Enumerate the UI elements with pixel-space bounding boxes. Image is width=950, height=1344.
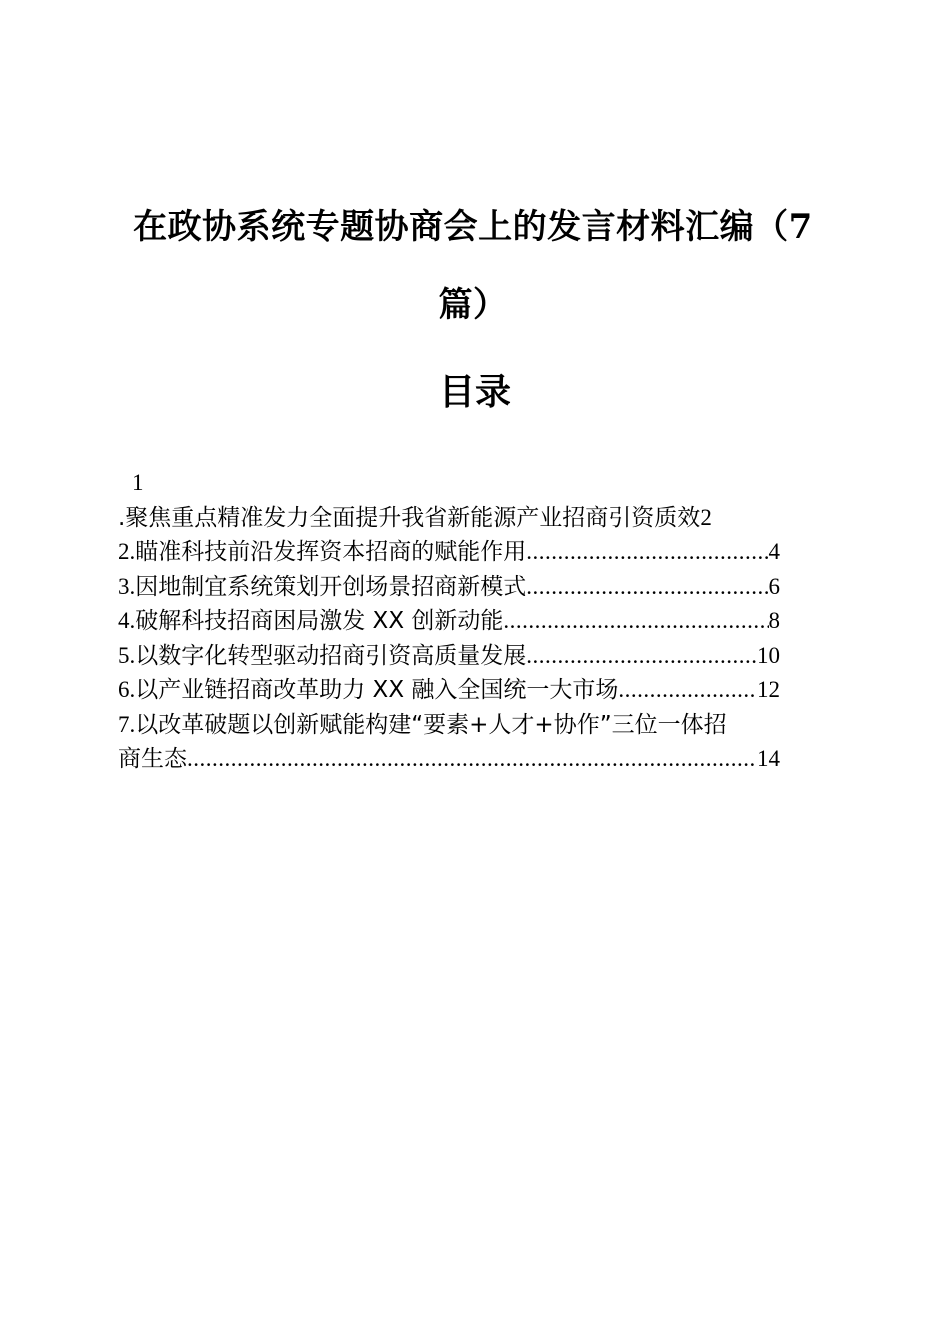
toc-entry-4-page: 8 xyxy=(768,608,780,633)
toc-entry-7-line-2 xyxy=(118,742,780,777)
toc-entry-4[interactable] xyxy=(118,604,780,639)
toc-entry-4-leader xyxy=(503,604,768,639)
toc-entry-3-number: 3. xyxy=(118,573,136,599)
toc-entry-7-leader xyxy=(187,742,757,777)
toc-entry-5-label: 以数字化转型驱动招商引资高质量发展 xyxy=(135,642,527,669)
toc-entry-2-number: 2. xyxy=(118,539,136,564)
document-title-line-2: 篇） xyxy=(438,285,508,325)
toc-entry-7-label-line-2: 商生态 xyxy=(118,746,187,772)
toc-entry-7-number: 7. xyxy=(118,711,136,737)
document-title xyxy=(118,188,828,344)
toc-entry-7-label-line-1: 以改革破题以创新赋能构建“要素+人才+协作”三位一体招 xyxy=(135,711,727,738)
toc-entry-5[interactable] xyxy=(118,639,780,674)
toc-entry-2-page: 4 xyxy=(768,539,780,564)
toc-heading: 目录 xyxy=(438,371,511,413)
toc-entry-2-leader xyxy=(526,535,768,570)
toc-entry-7[interactable] xyxy=(118,708,828,777)
toc-entry-3[interactable] xyxy=(118,570,780,605)
toc-entry-7-page: 14 xyxy=(757,746,780,771)
toc-entry-4-number: 4. xyxy=(118,608,136,633)
toc-entry-6-number: 6. xyxy=(118,677,136,702)
toc-entry-5-leader xyxy=(526,639,757,674)
toc-entry-1-number: 1 xyxy=(132,470,144,495)
toc-entry-2[interactable] xyxy=(118,535,780,570)
toc-entry-7-line-1 xyxy=(118,708,828,743)
toc-entry-1-page: 2 xyxy=(700,504,712,530)
toc-entry-4-label: 破解科技招商困局激发 XX 创新动能 xyxy=(135,608,504,634)
toc-entry-3-page: 6 xyxy=(768,573,780,599)
document-title-line-1: 在政协系统专题协商会上的发言材料汇编（7 xyxy=(133,207,813,247)
toc-entry-6[interactable] xyxy=(118,673,780,708)
table-of-contents xyxy=(118,466,828,777)
toc-entry-3-label: 因地制宜系统策划开创场景招商新模式 xyxy=(135,573,527,600)
toc-entry-6-leader xyxy=(618,673,757,708)
toc-entry-3-leader xyxy=(526,570,768,605)
toc-entry-1-line xyxy=(118,501,780,536)
toc-entry-2-label: 瞄准科技前沿发挥资本招商的赋能作用 xyxy=(135,539,527,565)
toc-entry-6-page: 12 xyxy=(757,677,780,702)
toc-entry-1[interactable] xyxy=(118,466,828,535)
toc-entry-5-page: 10 xyxy=(757,642,780,668)
toc-entry-6-label: 以产业链招商改革助力 XX 融入全国统一大市场 xyxy=(135,677,619,703)
toc-entry-5-number: 5. xyxy=(118,642,136,668)
toc-entry-1-label: .聚焦重点精准发力全面提升我省新能源产业招商引资质效 xyxy=(118,504,701,531)
